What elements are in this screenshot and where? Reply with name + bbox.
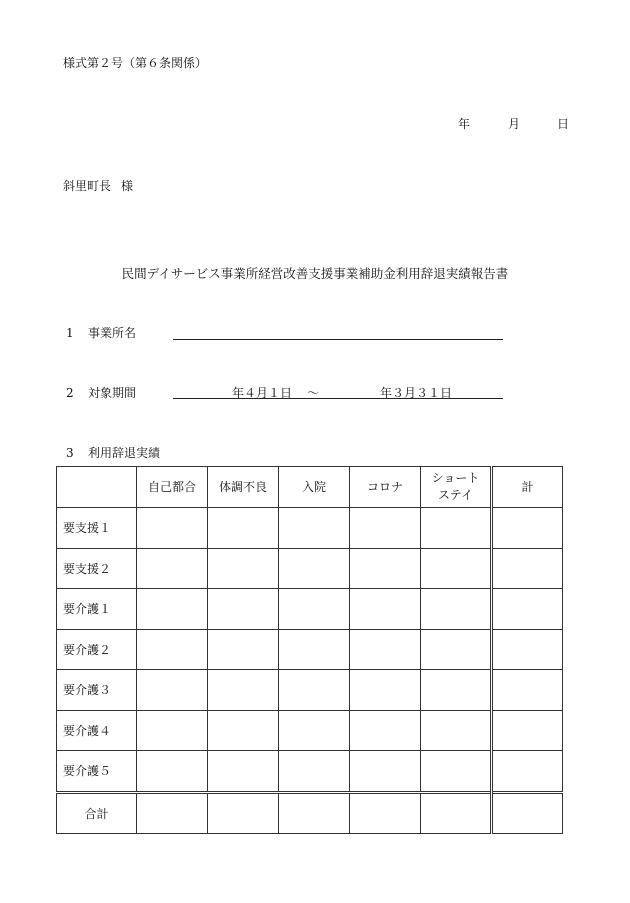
entry-cell[interactable]: [208, 670, 279, 711]
entry-cell[interactable]: [279, 548, 350, 589]
row-total-cell[interactable]: [492, 792, 563, 833]
item-withdrawal-results: [66, 444, 160, 461]
table-row: [57, 629, 563, 670]
item-number: 1: [66, 326, 74, 340]
entry-cell[interactable]: [350, 589, 421, 630]
date-day-label: 日: [557, 117, 570, 131]
entry-cell[interactable]: [279, 670, 350, 711]
entry-cell[interactable]: [208, 629, 279, 670]
entry-cell[interactable]: [421, 589, 492, 630]
period-start: 年４月１日: [232, 386, 293, 400]
table-header-row: [57, 467, 563, 508]
entry-cell[interactable]: [137, 751, 208, 793]
table-row: [57, 508, 563, 549]
entry-cell[interactable]: [208, 792, 279, 833]
entry-cell[interactable]: [421, 508, 492, 549]
entry-cell[interactable]: [137, 548, 208, 589]
row-label: 要介護３: [57, 670, 137, 711]
entry-cell[interactable]: [350, 710, 421, 751]
header-total: 計: [492, 467, 563, 508]
entry-cell[interactable]: [350, 792, 421, 833]
entry-cell[interactable]: [208, 589, 279, 630]
header-hospitalization: 入院: [279, 467, 350, 508]
addressee-honorific: 様: [121, 179, 134, 193]
header-self-reason: 自己都合: [137, 467, 208, 508]
item-office-name: [66, 324, 136, 341]
entry-cell[interactable]: [137, 508, 208, 549]
table-row: [57, 710, 563, 751]
row-label: 要支援２: [57, 548, 137, 589]
entry-cell[interactable]: [350, 508, 421, 549]
office-name-field[interactable]: [173, 325, 503, 340]
entry-cell[interactable]: [421, 548, 492, 589]
total-label: 合計: [57, 792, 137, 833]
entry-cell[interactable]: [350, 548, 421, 589]
entry-cell[interactable]: [279, 792, 350, 833]
table-total-row: [57, 792, 563, 833]
entry-cell[interactable]: [137, 629, 208, 670]
header-poor-health: 体調不良: [208, 467, 279, 508]
period-field[interactable]: [173, 384, 503, 399]
row-label: 要介護２: [57, 629, 137, 670]
table-row: [57, 589, 563, 630]
entry-cell[interactable]: [279, 710, 350, 751]
entry-cell[interactable]: [208, 508, 279, 549]
row-total-cell[interactable]: [492, 751, 563, 793]
entry-cell[interactable]: [421, 629, 492, 670]
entry-cell[interactable]: [350, 629, 421, 670]
item-target-period: [66, 384, 136, 401]
entry-cell[interactable]: [421, 710, 492, 751]
entry-cell[interactable]: [421, 792, 492, 833]
date-month-label: 月: [508, 117, 521, 131]
entry-cell[interactable]: [421, 670, 492, 711]
row-label: 要介護４: [57, 710, 137, 751]
table-row: [57, 751, 563, 793]
header-blank: [57, 467, 137, 508]
row-total-cell[interactable]: [492, 589, 563, 630]
results-table: [56, 466, 563, 834]
document-title: 民間デイサービス事業所経営改善支援事業補助金利用辞退実績報告書: [121, 266, 509, 281]
period-tilde: ～: [307, 386, 320, 400]
row-total-cell[interactable]: [492, 629, 563, 670]
entry-cell[interactable]: [279, 589, 350, 630]
item-number: 2: [66, 386, 74, 400]
row-label: 要支援１: [57, 508, 137, 549]
addressee: [63, 177, 133, 194]
entry-cell[interactable]: [279, 751, 350, 793]
table-row: [57, 548, 563, 589]
header-covid: コロナ: [350, 467, 421, 508]
entry-cell[interactable]: [208, 751, 279, 793]
addressee-name: 斜里町長: [63, 179, 112, 193]
row-label: 要介護５: [57, 751, 137, 793]
row-total-cell[interactable]: [492, 670, 563, 711]
row-total-cell[interactable]: [492, 710, 563, 751]
form-number: 様式第２号（第６条関係）: [63, 56, 208, 70]
entry-cell[interactable]: [350, 670, 421, 711]
row-total-cell[interactable]: [492, 508, 563, 549]
entry-cell[interactable]: [421, 751, 492, 793]
table-row: [57, 670, 563, 711]
item-number: 3: [66, 446, 74, 460]
entry-cell[interactable]: [137, 792, 208, 833]
entry-cell[interactable]: [208, 710, 279, 751]
row-total-cell[interactable]: [492, 548, 563, 589]
entry-cell[interactable]: [350, 751, 421, 793]
item-label: 対象期間: [88, 386, 137, 400]
entry-cell[interactable]: [137, 670, 208, 711]
entry-cell[interactable]: [279, 629, 350, 670]
entry-cell[interactable]: [137, 589, 208, 630]
date-year-label: 年: [458, 117, 471, 131]
item-label: 事業所名: [88, 326, 137, 340]
entry-cell[interactable]: [279, 508, 350, 549]
header-short-stay: ショート ステイ: [421, 467, 492, 508]
period-end: 年３月３１日: [380, 386, 453, 400]
entry-cell[interactable]: [137, 710, 208, 751]
row-label: 要介護１: [57, 589, 137, 630]
item-label: 利用辞退実績: [88, 446, 161, 460]
entry-cell[interactable]: [208, 548, 279, 589]
